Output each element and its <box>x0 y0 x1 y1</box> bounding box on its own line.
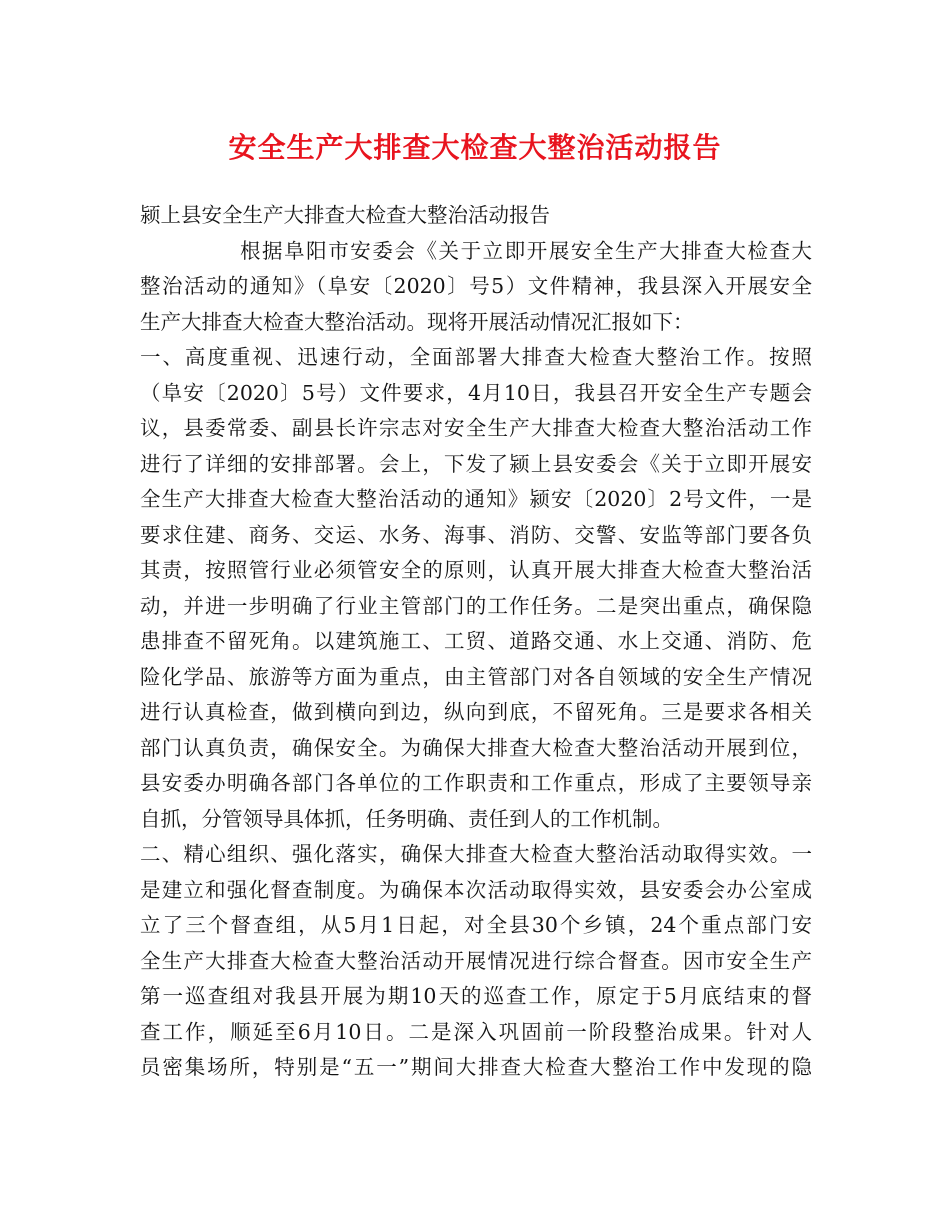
text-line: 进行了详细的安排部署。会上，下发了颍上县安委会《关于立即开展安 <box>140 451 812 476</box>
text-line: 生产大排查大检查大整治活动。现将开展活动情况汇报如下： <box>140 309 694 334</box>
text-line: 是建立和强化督查制度。为确保本次活动取得实效，县安委会办公室成 <box>140 877 812 902</box>
text-line: 险化学品、旅游等方面为重点，由主管部门对各自领域的安全生产情况 <box>140 664 812 689</box>
text-line: 根据阜阳市安委会《关于立即开展安全生产大排查大检查大 <box>240 238 812 263</box>
text-line: 二、精心组织、强化落实，确保大排查大检查大整治活动取得实效。一 <box>140 842 812 866</box>
text-line: 一、高度重视、迅速行动，全面部署大排查大检查大整治工作。按照 <box>140 345 812 369</box>
text-line: 自抓，分管领导具体抓，任务明确、责任到人的工作机制。 <box>140 806 673 831</box>
text-line: 议，县委常委、副县长许宗志对安全生产大排查大检查大整治活动工作 <box>140 416 812 440</box>
text-line: 其责，按照管行业必须管安全的原则，认真开展大排查大检查大整治活 <box>140 558 812 582</box>
text-line: 患排查不留死角。以建筑施工、工贸、道路交通、水上交通、消防、危 <box>140 629 812 653</box>
text-line: 县安委办明确各部门各单位的工作职责和工作重点，形成了主要领导亲 <box>140 771 812 795</box>
text-line: 员密集场所，特别是“五一”期间大排查大检查大整治工作中发现的隐 <box>140 1055 812 1079</box>
text-line: 部门认真负责，确保安全。为确保大排查大检查大整治活动开展到位， <box>140 735 812 760</box>
text-line: 全生产大排查大检查大整治活动的通知》颍安〔2020〕2号文件，一是 <box>140 487 812 511</box>
text-line: （阜安〔2020〕5号）文件要求，4月10日，我县召开安全生产专题会 <box>140 380 812 405</box>
text-line: 查工作，顺延至6月10日。二是深入巩固前一阶段整治成果。针对人 <box>140 1019 812 1044</box>
text-line: 动，并进一步明确了行业主管部门的工作任务。二是突出重点，确保隐 <box>140 593 812 618</box>
text-line: 要求住建、商务、交运、水务、海事、消防、交警、安监等部门要各负 <box>140 522 812 547</box>
text-line: 第一巡查组对我县开展为期10天的巡查工作，原定于5月底结束的督 <box>140 984 812 1008</box>
text-line: 整治活动的通知》（阜安〔2020〕号5）文件精神，我县深入开展安全 <box>140 274 812 298</box>
document-title: 安全生产大排查大检查大整治活动报告 <box>228 131 722 164</box>
text-line: 颍上县安全生产大排查大检查大整治活动报告 <box>140 203 550 227</box>
document-body <box>140 198 812 1086</box>
text-line: 立了三个督查组，从5月1日起，对全县30个乡镇，24个重点部门安 <box>140 913 812 937</box>
text-line: 全生产大排查大检查大整治活动开展情况进行综合督查。因市安全生产 <box>140 948 812 973</box>
text-line: 进行认真检查，做到横向到边，纵向到底，不留死角。三是要求各相关 <box>140 700 812 724</box>
